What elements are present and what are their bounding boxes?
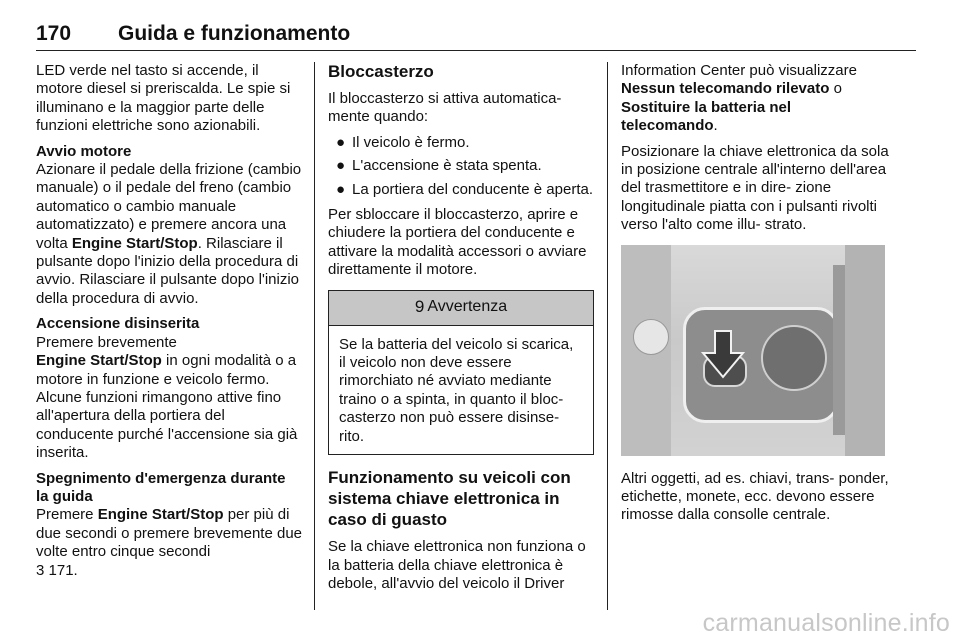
column-right (621, 62, 891, 532)
section-heading: Accensione disinserita (36, 315, 200, 333)
button-name-ref: Engine Start/Stop (97, 506, 224, 524)
dic-message: Sostituire la batteria nel telecomando (621, 98, 792, 135)
page-ref-arrow-icon: 3 (36, 561, 45, 579)
bullet-list (328, 134, 594, 199)
paragraph-text: Premere (36, 506, 98, 524)
dic-message-paragraph: Information Center può visualizzare Nessun telecomando rilevato o Sostituire la batteria nel telecomando. (621, 62, 857, 135)
running-title: Guida e funzionamento (118, 22, 351, 45)
paragraph-text: Azionare il pedale della frizione (cambio manuale) o il pedale del freno (cambio automatico o cambio manuale automatizzato) e premere ancora una volta (36, 161, 302, 252)
photo-knob (633, 319, 669, 355)
bullet-icon: ● (336, 133, 346, 151)
list-item: ● La portiera del conducente è aperta. (336, 180, 594, 198)
button-name-ref: Engine Start/Stop (71, 234, 198, 252)
photo-trim (833, 265, 845, 435)
paragraph-text: . Rilasciare il pulsante dopo l'inizio della procedura di avvio. Rilasciare il pulsante dopo l'inizio della procedura di avvio. (36, 234, 299, 307)
page-header (36, 22, 916, 50)
photo-seat-right (845, 245, 885, 456)
console-key-photo (621, 245, 885, 456)
warning-title: Avvertenza (427, 298, 508, 316)
list-item: ● L'accensione è stata spenta. (336, 157, 542, 175)
intro-paragraph: Il bloccasterzo si attiva automatica‐ mente quando: (328, 90, 562, 126)
warning-triangle-icon: 9 (414, 297, 425, 317)
section-heading: Spegnimento d'emergenza durante la guida (36, 469, 286, 505)
section-heading-guasto: Funzionamento su veicoli con sistema chiave elettronica in caso di guasto (328, 468, 571, 530)
photo-cupholder (761, 325, 827, 391)
warning-header (329, 291, 593, 326)
paragraph-text: Se la chiave elettronica non funziona o la batteria della chiave elettronica è debole, all'avvio del veicolo il Driver (328, 538, 586, 592)
column-middle (328, 62, 594, 600)
section-emergenza (36, 470, 302, 580)
section-heading: Avvio motore (36, 142, 132, 160)
section-avvio (36, 143, 302, 309)
section-heading-bloccasterzo: Bloccasterzo (328, 62, 434, 81)
unlock-paragraph: Per sbloccare il bloccasterzo, aprire e chiudere la portiera del conducente e attivare la modalità accessori o avviare direttamente il motore. (328, 206, 587, 279)
position-paragraph: Posizionare la chiave elettronica da sola in posizione centrale all'interno dell'area del trasmettitore e in dire‐ zione longitudinale piatta con i pulsanti rivolti verso l'alto come illu‐ strato. (621, 142, 889, 234)
down-arrow-icon (701, 329, 745, 379)
paragraph-text: Premere brevemente (36, 333, 177, 351)
button-name-ref: Engine Start/Stop (36, 352, 162, 370)
column-divider (314, 62, 315, 610)
paragraph-text: per più di due secondi o premere brevemente due volte entro cinque secondi (36, 506, 303, 561)
page-number: 170 (36, 22, 72, 45)
dic-message: Nessun telecomando rilevato (621, 80, 830, 98)
list-item: ● Il veicolo è fermo. (336, 133, 470, 151)
watermark: carmanualsonline.info (702, 609, 950, 637)
page-ref-link[interactable]: 171. (44, 561, 78, 579)
warning-box (328, 290, 594, 455)
paragraph-text: in ogni modalità o a motore in funzione e veicolo fermo. Alcune funzioni rimangono attive fino all'apertura della portiera del conducente purché l'accensione sia già inserita. (36, 352, 298, 462)
section-accensione (36, 315, 302, 462)
intro-paragraph: LED verde nel tasto si accende, il motore diesel si preriscalda. Le spie si illuminano e la maggior parte delle funzioni elettriche sono azionabili. (36, 62, 291, 135)
column-left (36, 62, 302, 587)
header-rule (36, 50, 916, 51)
after-photo-paragraph: Altri oggetti, ad es. chiavi, trans‐ ponder, etichette, monete, ecc. devono essere rimosse dalla consolle centrale. (621, 469, 889, 524)
bullet-icon: ● (336, 157, 346, 175)
warning-text: Se la batteria del veicolo si scarica, il veicolo non deve essere rimorchiato né avviato mediante traino o a spinta, in quanto il bloc‐ casterzo non può essere disinse‐ rito. (339, 335, 574, 445)
bullet-icon: ● (336, 180, 346, 198)
column-divider (607, 62, 608, 610)
